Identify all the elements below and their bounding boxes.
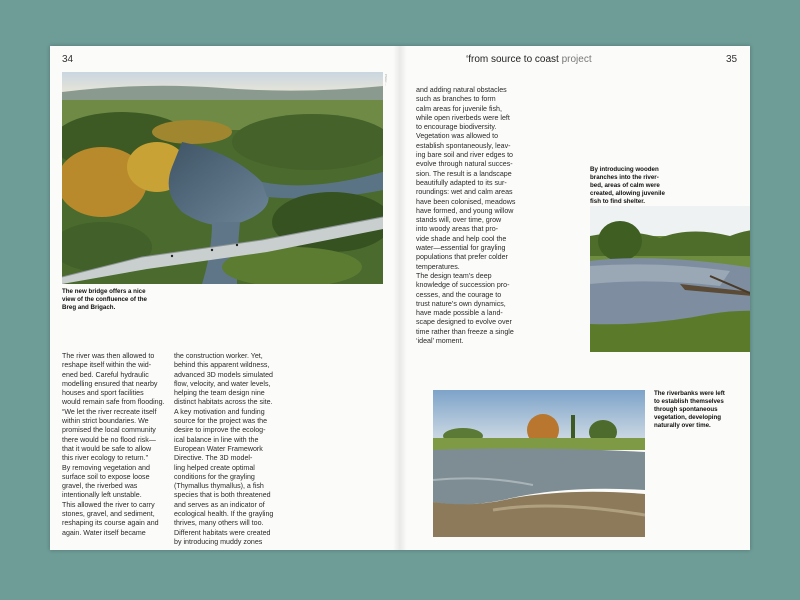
running-head: [466, 54, 592, 65]
right-page: [400, 46, 750, 550]
body-column-2: the construction worker. Yet, behind this apparent wildness, advanced 3D models simulated flow, velocity, and water levels, helping the team design nine distinct habitats across the site. A key motivation and funding source for the project was the desire to improve the ecolog- ical balance in line with the European Water Framework Directive. The 3D model- ling helped create optimal conditions for the grayling (Thymallus thymallus), a fish species that is both threatened and serves as an indicator of ecological health. If the grayling thrives, many others will too. Different habitats were created by introducing muddy zones: [174, 352, 274, 546]
left-page: [50, 46, 400, 550]
running-head-title: ‘from source to coast: [466, 54, 559, 65]
photo-credit: Photo: ...: [384, 74, 388, 87]
body-column-3: and adding natural obstacles such as branches to form calm areas for juvenile fish, while open riverbeds were left to encourage biodiversity. Vegetation was allowed to establish spontaneously, leav- ing bare soil and river edges to evolve through natural succes- sion. The result is a landscape beautifully adapted to its sur- roundings: wet and calm areas have been colonised, meadows have formed, and young willow stands will, over time, grow into woody areas that pro- vide shade and help cool the water—essential for grayling populations that prefer colder temperatures. The design team’s deep knowledge of succession pro- cesses, and the courage to trust nature’s own dynamics, have made possible a land- scape designed to evolve over time rather than freeze a single ‘ideal’ moment.: [416, 86, 516, 346]
river-branches-photo: [590, 206, 750, 352]
body-column-1: The river was then allowed to reshape itself within the wid- ened bed. Careful hydraulic modelling ensured that nearby houses and sport facilities would remain safe from flooding. “We let the river recreate itself within strict boundaries. We promised the local community there would be no flood risk— that it would be safe to allow this river ecology to return.” By removing vegetation and surface soil to expose loose gravel, the riverbed was intentionally left unstable. This allowed the river to carry stones, gravel, and sediment, reshaping its course again and again. Water itself became: [62, 352, 165, 537]
magazine-spread: [50, 46, 750, 550]
running-head-section: project: [561, 54, 592, 65]
page-number-left: 34: [62, 54, 74, 65]
caption-wooden-branches: By introducing wooden branches into the river- bed, areas of calm were created, allowing juvenile fish to find shelter.: [590, 166, 665, 205]
riverbank-vegetation-photo: [433, 390, 645, 537]
aerial-bridge-photo: [62, 72, 383, 284]
caption-bridge: The new bridge offers a nice view of the confluence of the Breg and Brigach.: [62, 288, 147, 311]
page-gutter: [393, 46, 407, 550]
caption-riverbanks: The riverbanks were left to establish themselves through spontaneous vegetation, developing naturally over time.: [654, 390, 725, 429]
page-number-right: 35: [726, 54, 738, 65]
